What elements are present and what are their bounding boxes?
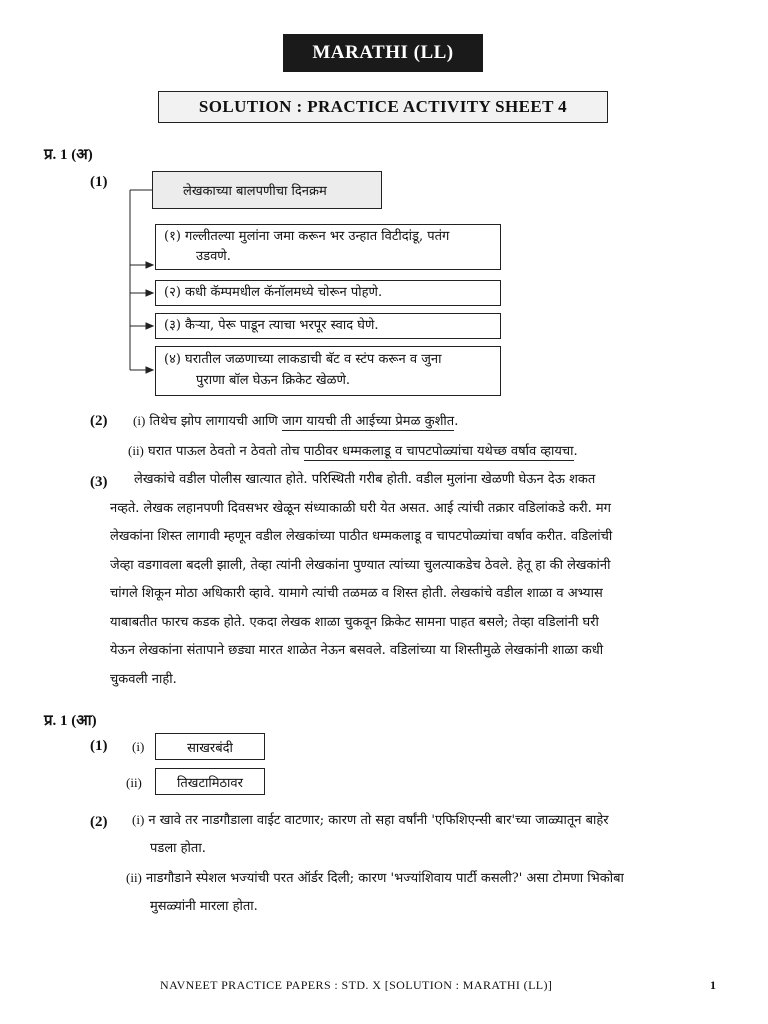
diagram-item-3 [155,313,501,339]
q1a-part2-ii-answer: पाठीवर धम्मकलाडू व चापटपोळ्यांचा यथेच्छ वर्षाव व्हायचा [303,444,574,459]
diagram-item-3-text: कैऱ्या, पेरू पाडून त्याचा भरपूर स्वाद घेणे. [185,318,379,333]
section-label-q1aa: प्र. 1 (आ) [44,713,97,729]
q1a-part2-i [133,411,458,432]
q1a-part2-i-text: तिथेच झोप लागायची आणि [149,414,278,429]
diagram-item-1-text: गल्लीतल्या मुलांना जमा करून भर उन्हात विटीदांडू, पतंग [185,229,450,244]
diagram-item-2 [155,280,501,306]
q1aa-part2-number: (2) [90,814,108,830]
diagram-item-4-text: घरातील जळणाच्या लाकडाची बॅट व स्टंप करून व जुना [185,352,442,367]
q1a-part2-ii-number: (ii) [128,443,144,458]
q1a-part2-i-number: (i) [133,413,146,428]
q1aa-part2-i-number: (i) [132,812,145,827]
q1aa-part2-ii-number: (ii) [126,870,142,885]
q1a-part1-number: (1) [90,174,108,190]
q1a-part2-ii [128,441,578,462]
diagram-title: लेखकाच्या बालपणीचा दिनक्रम [183,184,327,199]
paragraph-line: येऊन लेखकांना संतापाने छड्या मारत शाळेत नेऊन बसवले. वडिलांच्या या शिस्तीमुळे लेखकांनी शाळा कधी [110,643,604,658]
diagram-item-4-number: (४) [164,352,181,367]
diagram-item-1-text-cont: उडवणे. [196,249,231,264]
diagram-title-box [152,171,382,209]
q1a-part2-i-answer: जाग यायची ती आईच्या प्रेमळ कुशीत [281,414,455,429]
q1aa-answer-1-number: (i) [132,739,145,754]
paragraph-line: जेव्हा वडगावला बदली झाली, तेव्हा त्यांनी लेखकांना पुण्यात त्यांच्या चुलत्याकडेच ठेवले. हेतू हा की लेखकांनी [110,557,611,573]
q1aa-part2-ii-line2: मुसळ्यांनी मारला होता. [150,899,258,914]
page-title: MARATHI (LL) [283,34,483,72]
paragraph-line: लेखकांना शिस्त लागावी म्हणून वडील लेखकांच्या पाठीत धम्मकलाडू व चापटपोळ्यांचा वर्षाव करीत. वडिलांची [110,529,613,544]
paragraph-line: याबाबतीत फारच कडक होते. एकदा लेखक शाळा चुकवून क्रिकेट सामना पाहत बसले; तेव्हा वडिलांनी घरी [110,614,599,630]
section-label-q1a: प्र. 1 (अ) [44,147,93,163]
paragraph-line: चांगले शिकून मोठा अधिकारी व्हावे. यामागे त्यांची तळमळ व शिस्त होती. लेखकांचे वडील शाळा व अभ्यास [110,586,603,601]
page-subtitle: SOLUTION : PRACTICE ACTIVITY SHEET 4 [158,91,608,123]
page-number: 1 [710,978,717,992]
diagram-item-2-number: (२) [164,285,181,300]
q1aa-answer-2-text: तिखटामिठावर [177,775,243,791]
q1aa-answer-2-number: (ii) [126,775,142,790]
q1aa-part2-i-line1: न खावे तर नाडगौडाला वाईट वाटणार; कारण तो सहा वर्षांनी 'एफिशिएन्सी बार'च्या जाळ्यातून बाहेर [148,813,609,828]
diagram-item-3-number: (३) [164,318,181,333]
q1aa-answer-1-box [155,733,265,760]
paragraph-line: लेखकांचे वडील पोलीस खात्यात होते. परिस्थिती गरीब होती. वडील मुलांना खेळणी घेऊन देऊ शकत [134,472,596,487]
q1a-part2-ii-end: . [573,444,578,459]
diagram-item-1-number: (१) [164,229,181,244]
q1aa-part2-ii [126,864,624,921]
q1aa-answer-2-box [155,768,265,795]
q1aa-part1-number: (1) [90,738,108,754]
diagram-item-1 [155,224,501,270]
diagram-item-4 [155,346,501,396]
q1aa-part2-i [132,806,609,863]
q1a-part2-number: (2) [90,413,108,429]
footer-text: NAVNEET PRACTICE PAPERS : STD. X [SOLUTION : MARATHI (LL)] [160,978,553,992]
q1a-part2-ii-text: घरात पाऊल ठेवतो न ठेवतो तोच [148,444,300,459]
q1a-part2-i-end: . [454,414,459,429]
q1aa-part2-ii-line1: नाडगौडाने स्पेशल भज्यांची परत ऑर्डर दिली; कारण 'भज्यांशिवाय पार्टी कसली?' असा टोमणा भिकोबा [146,871,624,886]
q1a-part3-number: (3) [90,474,108,490]
diagram-item-4-text-cont: पुराणा बॉल घेऊन क्रिकेट खेळणे. [196,373,351,388]
q1aa-part2-i-line2: पडला होता. [150,841,206,856]
q1aa-answer-1-text: साखरबंदी [187,740,233,756]
diagram-item-2-text: कधी कॅम्पमधील कॅनॉलमध्ये चोरून पोहणे. [185,285,383,300]
paragraph-line: चुकवली नाही. [110,671,177,687]
q1a-part3-paragraph [110,466,725,694]
paragraph-line: नव्हते. लेखक लहानपणी दिवसभर खेळून संध्याकाळी घरी येत असत. आई त्यांची तक्रार वडिलांकडे करी. मग [110,500,611,516]
